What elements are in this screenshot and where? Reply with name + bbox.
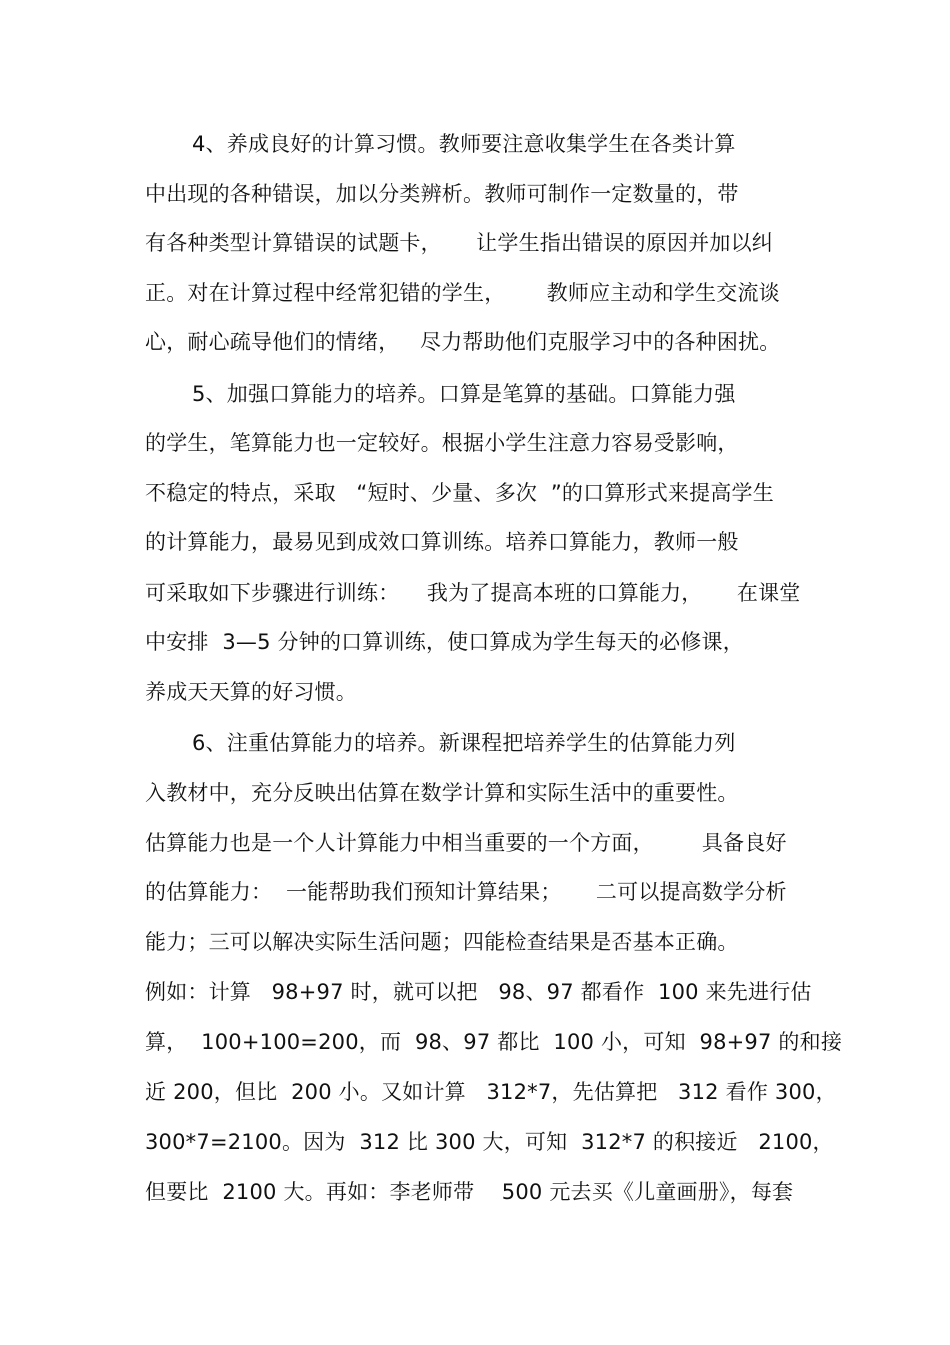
paragraph-5-line-2: 的学生，笔算能力也一定较好。根据小学生注意力容易受影响， xyxy=(145,431,739,455)
paragraph-6-line-6: 例如：计算 98+97 时，就可以把 98、97 都看作 100 来先进行估 xyxy=(145,980,812,1004)
paragraph-4-line-5: 心，耐心疏导他们的情绪， 尽力帮助他们克服学习中的各种困扰。 xyxy=(145,330,781,354)
paragraph-6-line-4: 的估算能力： 一能帮助我们预知计算结果； 二可以提高数学分析 xyxy=(145,880,787,904)
paragraph-6-line-3: 估算能力也是一个人计算能力中相当重要的一个方面， 具备良好 xyxy=(145,831,787,855)
paragraph-5-line-1: 5、加强口算能力的培养。口算是笔算的基础。口算能力强 xyxy=(192,382,736,406)
paragraph-6-line-1: 6、注重估算能力的培养。新课程把培养学生的估算能力列 xyxy=(192,731,736,755)
paragraph-5-line-5: 可采取如下步骤进行训练： 我为了提高本班的口算能力， 在课堂 xyxy=(145,581,801,605)
paragraph-6-line-9: 300*7=2100。因为 312 比 300 大，可知 312*7 的积接近 2100， xyxy=(145,1130,834,1154)
paragraph-6-line-7: 算， 100+100=200，而 98、97 都比 100 小，可知 98+97 的和接 xyxy=(145,1030,843,1054)
paragraph-4-line-2: 中出现的各种错误，加以分类辨析。教师可制作一定数量的，带 xyxy=(145,182,739,206)
paragraph-6-line-10: 但要比 2100 大。再如：李老师带 500 元去买《儿童画册》，每套 xyxy=(145,1180,794,1204)
paragraph-6-line-2: 入教材中，充分反映出估算在数学计算和实际生活中的重要性。 xyxy=(145,781,739,805)
paragraph-5-line-4: 的计算能力，最易见到成效口算训练。培养口算能力，教师一般 xyxy=(145,530,739,554)
paragraph-5-line-7: 养成天天算的好习惯。 xyxy=(145,680,357,704)
paragraph-4-line-1: 4、养成良好的计算习惯。教师要注意收集学生在各类计算 xyxy=(192,132,736,156)
paragraph-4-line-4: 正。对在计算过程中经常犯错的学生， 教师应主动和学生交流谈 xyxy=(145,281,780,305)
paragraph-5-line-6: 中安排 3—5 分钟的口算训练，使口算成为学生每天的必修课， xyxy=(145,630,744,654)
paragraph-6-line-5: 能力；三可以解决实际生活问题；四能检查结果是否基本正确。 xyxy=(145,930,739,954)
paragraph-5-line-3: 不稳定的特点，采取 “短时、少量、多次 ”的口算形式来提高学生 xyxy=(145,481,774,505)
paragraph-6-line-8: 近 200，但比 200 小。又如计算 312*7，先估算把 312 看作 300， xyxy=(145,1080,837,1104)
paragraph-4-line-3: 有各种类型计算错误的试题卡， 让学生指出错误的原因并加以纠 xyxy=(145,231,773,255)
